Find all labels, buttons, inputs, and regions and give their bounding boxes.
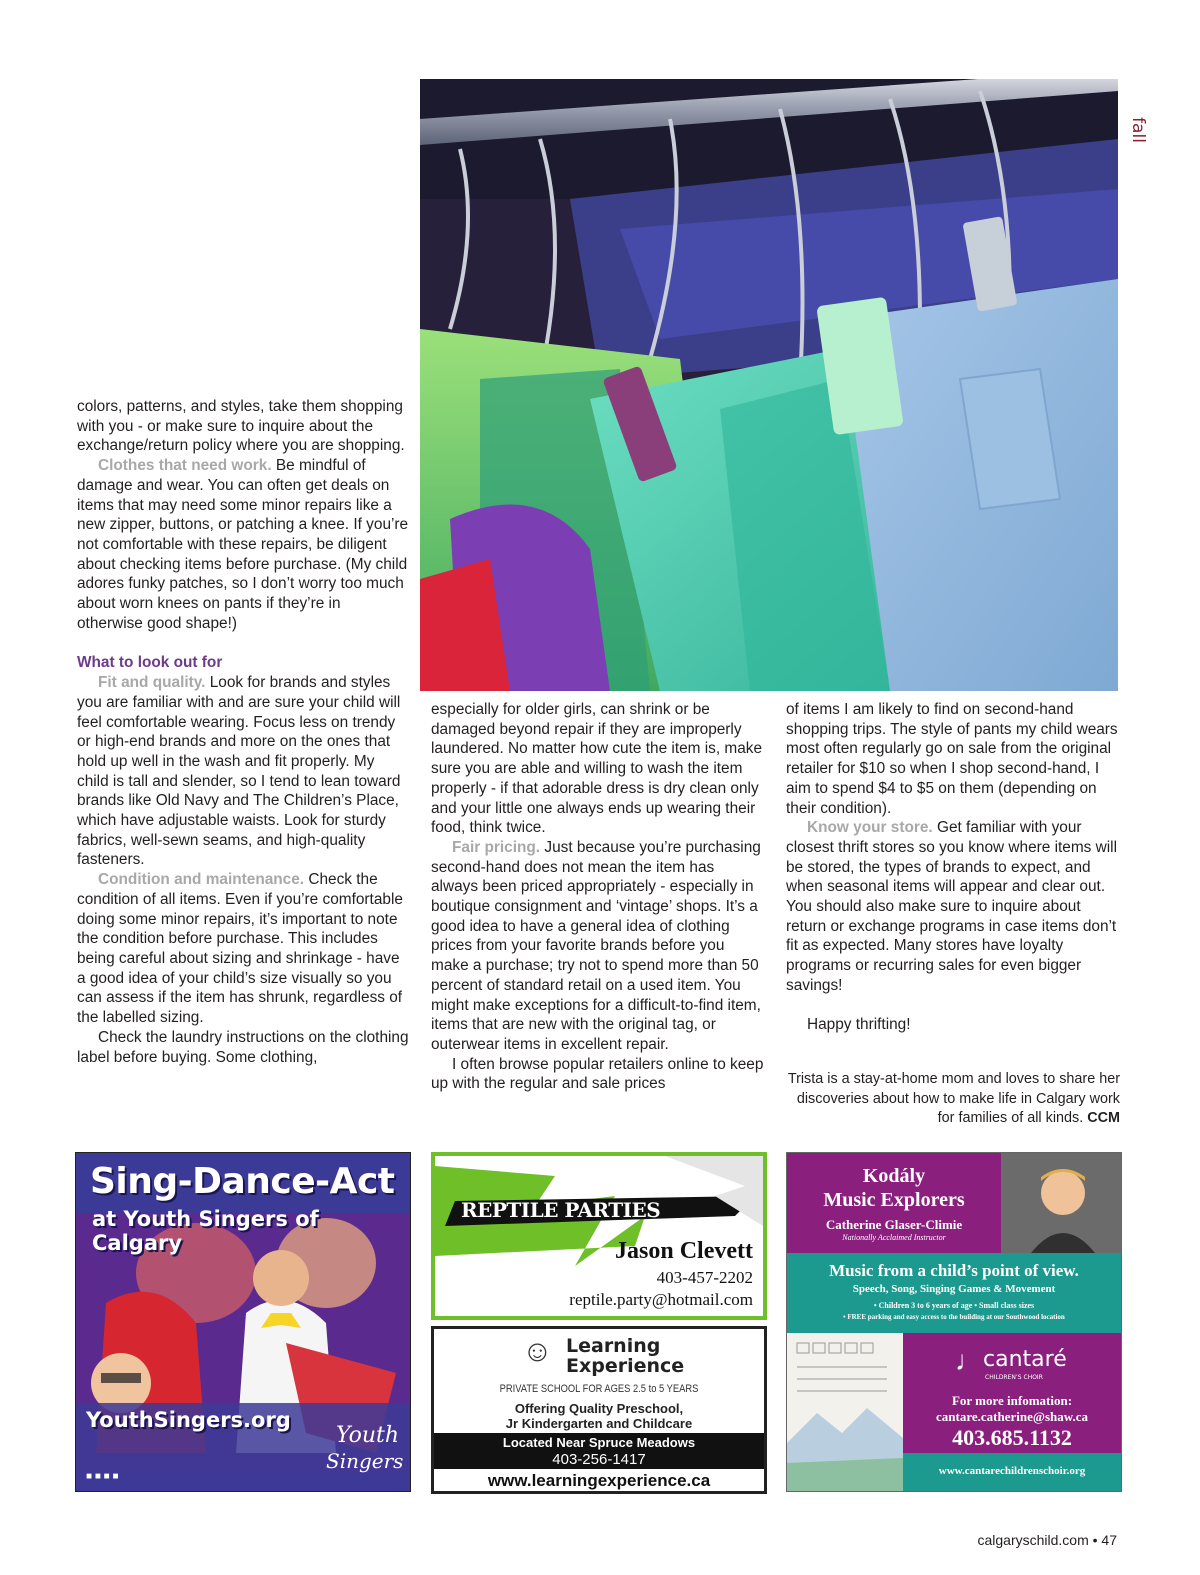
learning-tagline: PRIVATE SCHOOL FOR AGES 2.5 to 5 YEARS	[499, 1383, 699, 1395]
col1-paragraph-2	[77, 456, 410, 633]
section-tag: fall	[1128, 117, 1148, 143]
col2-paragraph-2	[431, 838, 764, 1055]
col1-paragraph-3	[77, 673, 410, 870]
learning-tag-3: Jr Kindergarten and Childcare	[505, 1416, 693, 1431]
cantare-url[interactable]: www.cantarechildrenschoir.org	[938, 1465, 1086, 1477]
kodaly-sub: Speech, Song, Singing Games & Movement	[852, 1283, 1056, 1295]
col1-paragraph-1: colors, patterns, and styles, take them shopping with you - or make sure to inquire about the exchange/return policy where you are shopping.	[77, 398, 405, 455]
kodaly-header	[787, 1153, 1001, 1253]
youth-singers-title-1: Sing-Dance-Act	[90, 1161, 395, 1202]
col3-paragraph-3: Happy thrifting!	[807, 1016, 911, 1034]
kodaly-bullet-2: • FREE parking and easy access to the building at our Southwood location	[843, 1313, 1065, 1321]
ad-reptile-parties[interactable]	[431, 1152, 767, 1320]
kodaly-title-1: Kodály	[862, 1165, 926, 1187]
col3-paragraph-1: of items I am likely to find on second-hand shopping trips. The style of pants my child wears most often regularly go on sale from the original retailer for $10 so when I shop second-hand, I aim to spend $4 to $5 on them (depending on their condition).	[786, 701, 1118, 817]
learning-location-bar	[434, 1433, 764, 1469]
learning-url[interactable]: www.learningexperience.ca	[487, 1471, 711, 1490]
reptile-logo-url: CALGARYREPTILEPARTIES.COM	[481, 1224, 589, 1232]
kodaly-title-2: Music Explorers	[823, 1189, 965, 1211]
col1-paragraph-3-text: Look for brands and styles you are familiar with and are sure your child will feel comfortable wearing. Focus less on trendy or high-end brands and more on the ones that hold up well in the wash and fit properly. My child is tall and slender, so I tend to lean toward brands like Old Navy and The Children’s Place, which have adjustable waists. Look for sturdy fabrics, well-sewn seams, and high-quality fasteners.	[77, 674, 401, 869]
learning-kids-icon: ☺	[522, 1335, 553, 1368]
col2-lead-fair-pricing: Fair pricing.	[452, 838, 541, 856]
learning-location: Located Near Spruce Meadows	[502, 1435, 696, 1450]
col1-paragraph-5: Check the laundry instructions on the clothing label before buying. Some clothing,	[77, 1028, 409, 1066]
reptile-contact-name: Jason Clevett	[615, 1238, 753, 1264]
kodaly-instructor-sub: Nationally Acclaimed Instructor	[842, 1233, 946, 1242]
col3-paragraph-2-text: Get familiar with your closest thrift stores so you know where items will be stored, the types of brands to expect, and when seasonal items will appear and clear out. You should also make sure to inquire about return or exchange programs in case items don’t fit as expected. Many stores have loyalty programs or recurring sales for even bigger savings!	[786, 819, 1118, 994]
column-1	[77, 397, 410, 1067]
ad-youth-singers[interactable]	[75, 1152, 411, 1492]
page-number: 47	[1101, 1532, 1117, 1548]
col1-lead-condition: Condition and maintenance.	[98, 871, 305, 889]
learning-tag-2: Offering Quality Preschool,	[514, 1401, 684, 1416]
hero-photo-clothes-rack	[420, 79, 1118, 691]
youth-singers-logo	[296, 1423, 406, 1483]
col1-lead-clothes-need-work: Clothes that need work.	[98, 457, 272, 475]
col2-paragraph-2-text: Just because you’re purchasing second-hand does not mean the item has always been priced appropriately - especially in boutique consignment and ‘vintage’ shops. It’s a good idea to have a general idea of clothing prices from your favorite brands before you make a purchase; try not to spend more than 50 percent of standard retail on a used item. You might make exceptions for a difficult-to-find item, items that are new with the original tag, or outerwear items in excellent repair.	[431, 838, 761, 1053]
col1-paragraph-2-text: Be mindful of damage and wear. You can often get deals on items that may need some minor repairs like a new zipper, buttons, or patching a knee. If you’re not comfortable with these repairs, be diligent about checking items before purchase. (My child adores funky patches, so I don’t worry too much about worn knees on pants if they’re in otherwise good shape!)	[77, 457, 409, 632]
youth-singers-logo-1: Youth	[336, 1423, 400, 1448]
learning-name-1: Learning	[566, 1335, 661, 1357]
kodaly-drawing	[787, 1333, 903, 1491]
col3-lead-know-your-store: Know your store.	[807, 819, 933, 837]
ad-learning-experience[interactable]	[431, 1326, 767, 1494]
ad-kodaly-music[interactable]	[786, 1152, 1122, 1492]
cantare-phone: 403.685.1132	[952, 1425, 1072, 1450]
youth-singers-logo-2: Singers	[326, 1449, 404, 1473]
cantare-panel	[903, 1333, 1121, 1453]
kodaly-bullet-1: • Children 3 to 6 years of age • Small class sizes	[873, 1301, 1035, 1310]
reptile-phone: 403-457-2202	[656, 1268, 753, 1287]
kodaly-instructor: Catherine Glaser-Climie	[825, 1217, 963, 1232]
col3-paragraph-2	[786, 818, 1120, 995]
col1-paragraph-4	[77, 870, 410, 1028]
page-footer	[977, 1532, 1117, 1548]
reptile-logo: REPTILE PARTIES	[461, 1198, 661, 1222]
cantare-url-bar	[903, 1453, 1121, 1491]
social-icons: ■ ■ ■ ■	[86, 1471, 119, 1482]
learning-name-2: Experience	[566, 1355, 685, 1377]
footer-separator: •	[1092, 1532, 1098, 1548]
col1-paragraph-4-text: Check the condition of all items. Even if you’re comfortable doing some minor repairs, it’s important to note the condition before purchase. This includes being careful about sizing and shrinkage - have a good idea of your child’s size visually so you can assess if the item has shrunk, regardless of the labelled sizing.	[77, 871, 403, 1027]
kodaly-teal-band	[787, 1253, 1121, 1333]
cantare-email[interactable]: cantare.catherine@shaw.ca	[936, 1409, 1088, 1424]
cantare-brand: cantaré	[983, 1347, 1067, 1372]
col1-lead-fit-quality: Fit and quality.	[98, 674, 206, 692]
col2-paragraph-1: especially for older girls, can shrink or be damaged beyond repair if they are improperly laundered. No matter how cute the item is, make sure you are able and willing to wash the item properly - if that adorable dress is dry clean only and your little one always ends up wearing their food, think twice.	[431, 701, 763, 837]
col2-paragraph-3: I often browse popular retailers online to keep up with the regular and sale prices	[431, 1055, 764, 1093]
music-note-icon: ♩	[955, 1345, 983, 1376]
column-2	[431, 700, 764, 1094]
column-3	[786, 700, 1120, 1035]
kodaly-headline: Music from a child’s point of view.	[829, 1261, 1079, 1280]
youth-singers-url[interactable]: YouthSingers.org	[86, 1408, 291, 1432]
footer-site[interactable]: calgaryschild.com	[977, 1532, 1089, 1548]
author-bio	[780, 1070, 1120, 1129]
ccm-signoff: CCM	[1087, 1110, 1120, 1126]
cantare-info-label: For more infomation:	[951, 1393, 1073, 1408]
subhead-what-to-look-out-for: What to look out for	[77, 654, 223, 672]
cantare-brand-sub: CHILDREN’S CHOIR	[985, 1374, 1043, 1381]
youth-singers-title-2: at Youth Singers of Calgary	[92, 1207, 319, 1255]
reptile-email[interactable]: reptile.party@hotmail.com	[569, 1290, 753, 1309]
kodaly-child-photo	[1001, 1153, 1121, 1253]
author-bio-text: Trista is a stay-at-home mom and loves to share her discoveries about how to make life in Calgary work for families of all kinds.	[787, 1071, 1120, 1126]
learning-phone: 403-256-1417	[552, 1451, 646, 1468]
